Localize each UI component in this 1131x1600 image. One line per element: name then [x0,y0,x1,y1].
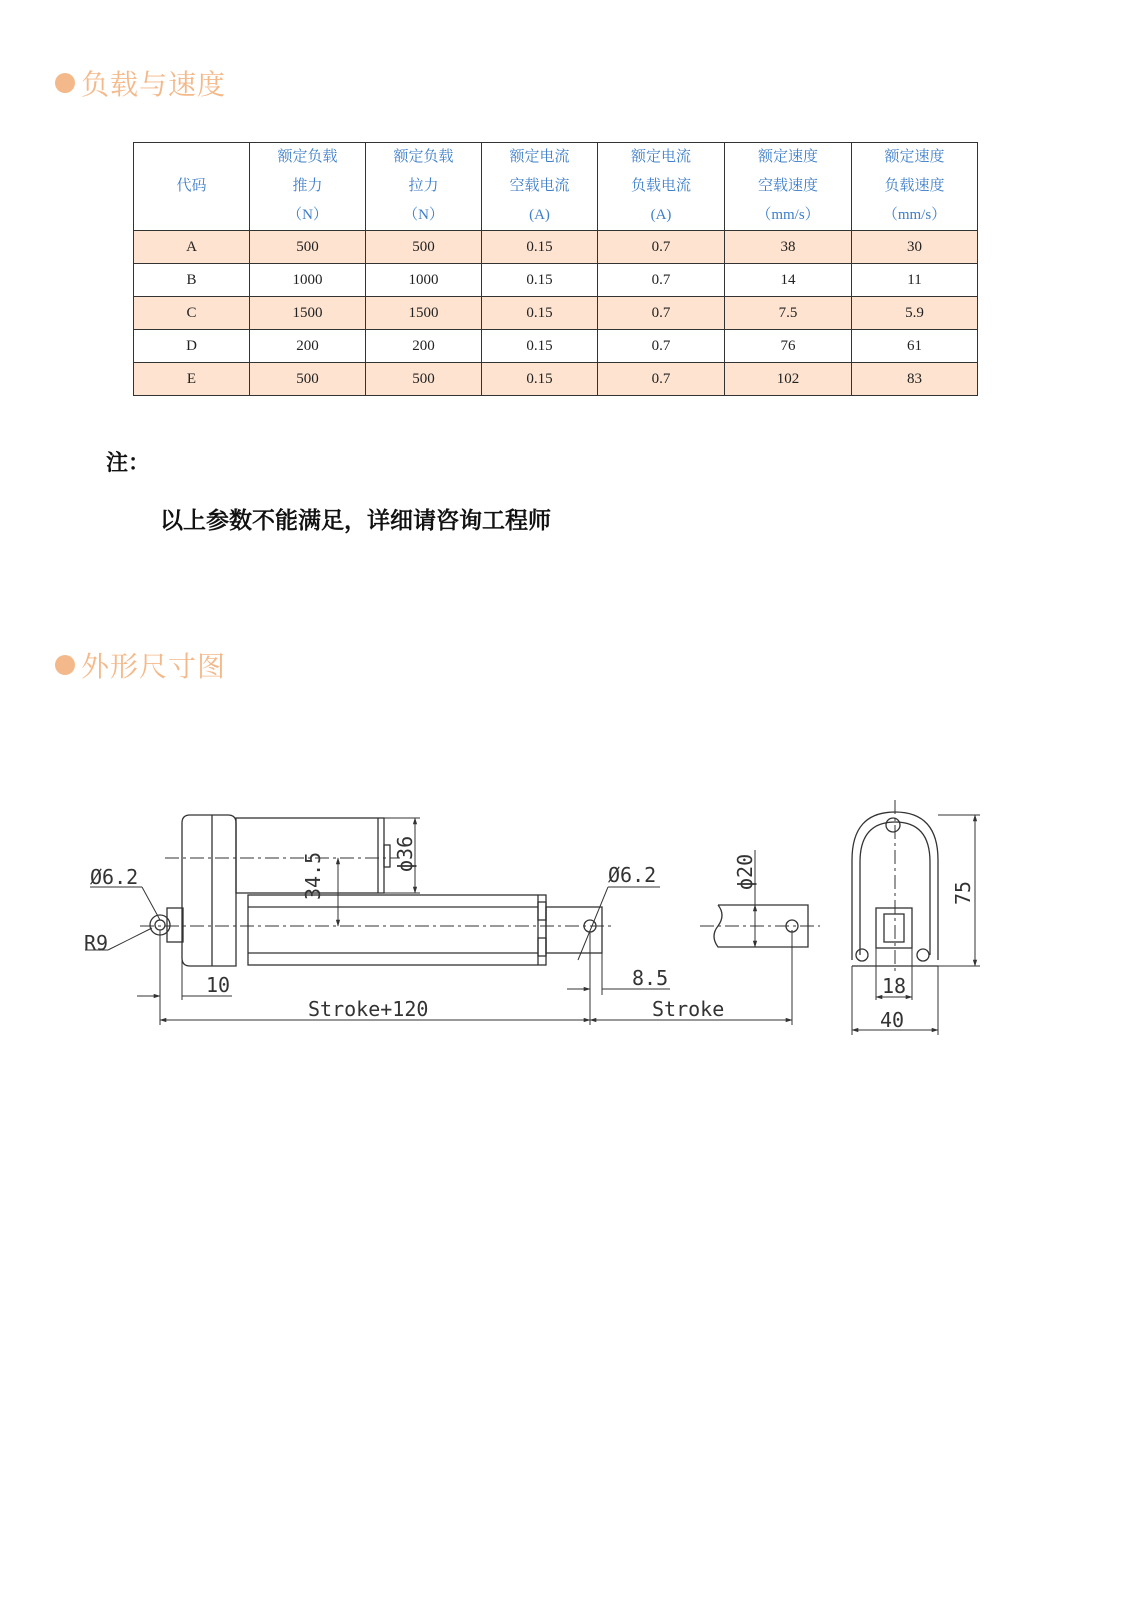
cell: 0.15 [482,363,598,396]
cell: 0.15 [482,264,598,297]
cell: 1000 [366,264,482,297]
table-header-row [134,143,978,231]
cell: 5.9 [852,297,978,330]
header-pull-load: 额定负载 拉力 （N） [366,143,482,231]
header-push-load: 额定负载 推力 （N） [250,143,366,231]
section-title: 外形尺寸图 [81,650,227,683]
cell: 38 [725,231,852,264]
cell: 0.15 [482,330,598,363]
cell: B [134,264,250,297]
gearbox-housing [182,815,236,966]
cell: 500 [250,231,366,264]
table-row [134,363,978,396]
cell: E [134,363,250,396]
table-row [134,231,978,264]
table-row [134,297,978,330]
header-load-current: 额定电流 负载电流 (A) [598,143,725,231]
cell: 0.7 [598,363,725,396]
section-load-speed-heading [55,63,226,103]
cell: 0.15 [482,297,598,330]
cell: 0.7 [598,330,725,363]
section-dimension-heading [55,645,226,685]
section-title: 负载与速度 [81,68,227,101]
cell: 500 [366,231,482,264]
cell: A [134,231,250,264]
label-front-hole: Ø6.2 [608,863,657,887]
header-noload-current: 额定电流 空载电流 (A) [482,143,598,231]
bullet-dot-icon [55,73,75,93]
note-label: 注： [106,450,151,476]
cell: 0.7 [598,231,725,264]
cell: 1000 [250,264,366,297]
label-radius: R9 [84,931,109,955]
label-motor-diameter: ϕ36 [393,835,417,872]
table-row [134,264,978,297]
label-stroke: Stroke [652,997,725,1021]
label-dim-8-5: 8.5 [632,966,669,990]
outer-tube [248,895,546,965]
cell: 0.15 [482,231,598,264]
dimension-drawing [0,790,1131,1050]
cell: 1500 [250,297,366,330]
header-load-speed: 额定速度 负载速度 （mm/s） [852,143,978,231]
cell: 14 [725,264,852,297]
label-offset-34-5: 34.5 [301,851,325,900]
cell: D [134,330,250,363]
rear-hole [155,920,165,930]
label-height-75: 75 [951,880,975,905]
cell: 61 [852,330,978,363]
label-rear-hole: Ø6.2 [90,865,139,889]
cell: C [134,297,250,330]
cell: 500 [366,363,482,396]
cell: 200 [366,330,482,363]
label-width-40: 40 [880,1008,905,1032]
cell: 7.5 [725,297,852,330]
cell: 30 [852,231,978,264]
bullet-dot-icon [55,655,75,675]
side-view [150,815,808,966]
label-dim-10: 10 [206,973,231,997]
cell: 0.7 [598,264,725,297]
cell: 11 [852,264,978,297]
note-text: 以上参数不能满足，详细请咨询工程师 [160,507,551,534]
cell: 1500 [366,297,482,330]
header-noload-speed: 额定速度 空载速度 （mm/s） [725,143,852,231]
cell: 200 [250,330,366,363]
cell: 0.7 [598,297,725,330]
label-stroke-120: Stroke+120 [308,997,429,1021]
table-row [134,330,978,363]
cell: 76 [725,330,852,363]
cell: 102 [725,363,852,396]
cell: 83 [852,363,978,396]
load-speed-table [133,142,978,396]
label-width-18: 18 [882,974,907,998]
header-code: 代码 [134,143,250,231]
label-rod-diameter: ϕ20 [733,853,757,890]
cell: 500 [250,363,366,396]
